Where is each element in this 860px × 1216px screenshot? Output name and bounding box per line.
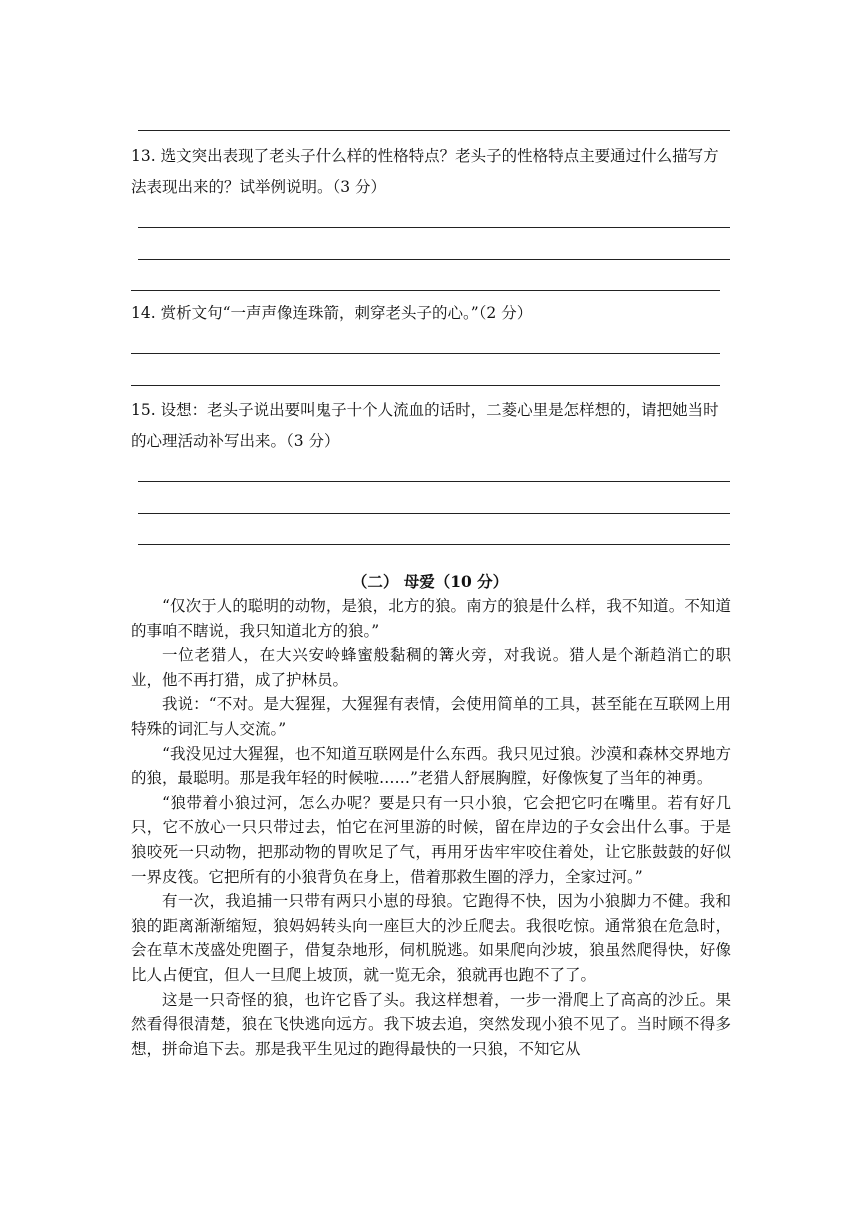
- answer-line[interactable]: [131, 353, 720, 354]
- paragraph: “我没见过大猩猩，也不知道互联网是什么东西。我只见过狼。沙漠和森林交界地方的狼，最聪明。那是我年轻的时候啦……”老猎人舒展胸膛，好像恢复了当年的神勇。: [131, 744, 731, 788]
- paragraph: 这是一只奇怪的狼，也许它昏了头。我这样想着，一步一滑爬上了高高的沙丘。果然看得很清楚，狼在飞快逃向远方。我下坡去追，突然发现小狼不见了。当时顾不得多想，拼命追下去。那是我平生见过的跑得最快的一只狼，不知它从: [131, 990, 731, 1058]
- answer-line[interactable]: [138, 544, 730, 545]
- answer-line[interactable]: [138, 481, 730, 482]
- answer-line[interactable]: [138, 513, 730, 514]
- answer-line[interactable]: [138, 259, 730, 260]
- answer-line[interactable]: [138, 227, 730, 228]
- section-title: （二） 母爱（10 分）: [351, 572, 509, 591]
- answer-line[interactable]: [131, 385, 720, 386]
- reading-passage: [131, 594, 731, 1061]
- question-13: 13. 选文突出表现了老头子什么样的性格特点？老头子的性格特点主要通过什么描写方法表现出来的？试举例说明。（3 分）: [131, 147, 719, 196]
- question-15: 15. 设想：老头子说出要叫鬼子十个人流血的话时，二菱心里是怎样想的，请把她当时的心理活动补写出来。（3 分）: [131, 401, 719, 450]
- paragraph: “仅次于人的聪明的动物，是狼，北方的狼。南方的狼是什么样，我不知道。不知道的事咱不瞎说，我只知道北方的狼。”: [131, 597, 731, 640]
- answer-line[interactable]: [131, 290, 720, 291]
- paragraph: 一位老猎人，在大兴安岭蜂蜜般黏稠的篝火旁，对我说。猎人是个渐趋消亡的职业，他不再打猎，成了护林员。: [131, 646, 731, 689]
- paragraph: 有一次，我追捕一只带有两只小崽的母狼。它跑得不快，因为小狼脚力不健。我和狼的距离渐渐缩短，狼妈妈转头向一座巨大的沙丘爬去。我很吃惊。通常狼在危急时，会在草木茂盛处兜圈子，借复杂地形，伺机脱逃。如果爬向沙坡，狼虽然爬得快，好像比人占便宜，但人一旦爬上坡顶，就一览无余，狼就再也跑不了了。: [131, 892, 731, 984]
- paragraph: 我说：“不对。是大猩猩，大猩猩有表情，会使用简单的工具，甚至能在互联网上用特殊的词汇与人交流。”: [131, 695, 731, 738]
- paragraph: “狼带着小狼过河，怎么办呢？要是只有一只小狼，它会把它叼在嘴里。若有好几只，它不放心一只只带过去，怕它在河里游的时候，留在岸边的子女会出什么事。于是狼咬死一只动物，把那动物的胃吹足了气，再用牙齿牢牢咬住着处，让它胀鼓鼓的好似一界皮筏。它把所有的小狼背负在身上，借着那救生圈的浮力，全家过河。”: [131, 793, 731, 886]
- question-14: 14. 赏析文句“一声声像连珠箭，刺穿老头子的心。”（2 分）: [131, 304, 533, 322]
- answer-line[interactable]: [138, 130, 730, 131]
